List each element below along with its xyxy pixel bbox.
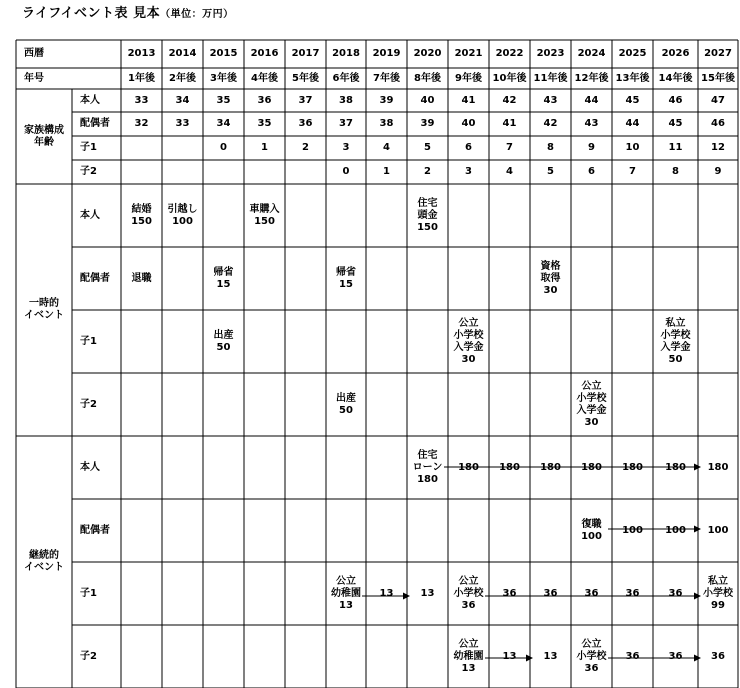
row-label: 子1 [80,142,97,153]
table-cell: 36 [298,118,313,129]
table-cell: 33 [175,118,190,129]
table-cell: 出産 50 [336,392,356,416]
table-cell: 13 [543,650,558,662]
nengo-cell: 2年後 [169,72,196,84]
table-cell: 41 [461,94,476,106]
table-cell: 公立 小学校 36 [453,575,484,611]
table-cell: 32 [134,118,149,129]
year-cell: 2025 [618,48,647,59]
table-cell: 4 [506,166,513,177]
year-cell: 2018 [332,48,360,59]
section-label-family-age: 家族構成 年齢 [24,124,64,148]
table-cell: 35 [216,94,231,106]
table-cell: 6 [588,166,595,177]
table-cell: 46 [668,94,683,106]
table-cell: 7 [629,166,636,177]
year-cell: 2016 [250,48,279,59]
table-cell: 36 [668,650,683,662]
table-cell: 44 [584,94,599,106]
table-cell: 復職 100 [581,518,602,542]
table-cell: 36 [625,587,640,599]
table-cell: 38 [379,118,394,129]
year-cell: 2019 [372,48,401,59]
year-cell: 2022 [495,48,524,59]
table-cell: 180 [540,461,561,473]
table-cell: 36 [584,587,599,599]
row-label: 子2 [80,166,97,177]
row-label: 子2 [80,650,97,662]
table-cell: 42 [502,94,517,106]
table-cell: 8 [547,142,554,153]
table-cell: 100 [707,524,729,536]
row-label: 子1 [80,587,97,599]
header-seireki: 西暦 [24,48,44,59]
nengo-cell: 11年後 [533,72,568,84]
year-cell: 2026 [661,48,690,59]
table-cell: 8 [672,166,679,177]
table-cell: 180 [707,461,729,473]
table-cell: 住宅 ローン 180 [412,449,443,485]
year-cell: 2024 [577,48,606,59]
table-cell: 39 [379,94,394,106]
title-unit: （単位：万円） [160,9,234,20]
table-cell: 33 [134,94,149,106]
nengo-cell: 8年後 [414,72,441,84]
table-cell: 9 [714,166,722,177]
year-cell: 2013 [127,48,156,59]
table-cell: 180 [581,461,602,473]
table-cell: 36 [502,587,517,599]
table-cell: 0 [342,166,350,177]
table-cell: 住宅 頭金 150 [417,197,438,233]
table-cell: 7 [506,142,513,153]
year-cell: 2021 [454,48,483,59]
table-cell: 9 [588,142,595,153]
row-label: 配偶者 [80,272,110,284]
table-cell: 41 [502,118,517,129]
table-cell: 引越し 100 [167,203,198,227]
table-cell: 2 [302,142,309,153]
table-cell: 34 [175,94,190,106]
table-cell: 43 [543,94,558,106]
table-cell: 12 [711,142,725,153]
table-cell: 44 [625,118,640,129]
header-nengo: 年号 [24,72,44,84]
table-cell: 36 [257,94,272,106]
nengo-cell: 15年後 [701,72,735,84]
table-cell: 40 [420,94,435,106]
table-cell: 100 [665,524,686,536]
row-label: 本人 [80,209,100,221]
table-cell: 47 [711,94,725,106]
table-cell: 11 [668,142,683,153]
table-cell: 10 [625,142,640,153]
table-cell: 公立 小学校 入学金 30 [453,317,484,365]
table-cell: 6 [465,142,472,153]
year-cell: 2015 [209,48,238,59]
table-cell: 5 [547,166,554,177]
table-cell: 45 [625,94,640,106]
table-cell: 車購入 150 [249,203,280,227]
table-cell: 38 [339,94,353,106]
nengo-cell: 5年後 [292,72,319,84]
nengo-cell: 6年後 [332,72,360,84]
table-cell: 公立 小学校 入学金 30 [576,380,607,428]
section-label-one-time-event: 一時的 イベント [24,298,64,321]
table-cell: 帰省 15 [213,266,234,290]
table-cell: 180 [665,461,686,473]
table-cell: 私立 小学校 99 [703,575,733,611]
nengo-cell: 7年後 [373,72,400,84]
row-label: 本人 [80,94,100,106]
nengo-cell: 10年後 [492,72,527,84]
table-cell: 2 [424,166,431,177]
table-cell: 13 [379,587,394,599]
table-cell: 退職 [131,272,152,284]
table-cell: 出産 50 [213,329,234,353]
table-cell: 37 [339,118,353,129]
year-cell: 2020 [413,48,442,59]
table-cell: 46 [711,118,725,129]
table-cell: 180 [622,461,643,473]
nengo-cell: 13年後 [615,72,650,84]
table-cell: 資格 取得 30 [540,260,561,296]
nengo-cell: 3年後 [210,72,237,84]
table-cell: 36 [625,650,640,662]
table-cell: 1 [383,166,390,177]
year-cell: 2017 [291,48,320,59]
title-text: ライフイベント表 見本 [22,6,161,21]
nengo-cell: 1年後 [128,72,155,84]
row-label: 配偶者 [80,524,110,536]
table-cell: 3 [465,166,472,177]
table-cell: 43 [584,118,599,129]
table-cell: 36 [668,587,683,599]
table-cell: 1 [261,142,268,153]
table-cell: 13 [420,587,435,599]
table-cell: 4 [383,142,390,153]
table-cell: 35 [257,118,272,129]
table-cell: 0 [220,142,227,153]
table-cell: 180 [499,461,520,473]
table-cell: 39 [420,118,435,129]
table-cell: 36 [543,587,558,599]
row-label: 配偶者 [80,118,110,129]
table-cell: 13 [502,650,517,662]
year-cell: 2014 [168,48,197,59]
table-cell: 私立 小学校 入学金 50 [660,317,691,365]
table-cell: 公立 幼稚園 13 [453,638,484,674]
table-cell: 42 [543,118,558,129]
year-cell: 2027 [704,48,732,59]
nengo-cell: 12年後 [574,72,609,84]
table-cell: 37 [298,94,313,106]
table-cell: 40 [461,118,476,129]
table-cell: 結婚 150 [131,203,152,227]
table-cell: 帰省 15 [336,266,356,290]
table-cell: 36 [711,650,725,662]
table-cell: 5 [424,142,431,153]
table-cell: 公立 小学校 36 [576,638,607,674]
table-cell: 45 [668,118,683,129]
nengo-cell: 4年後 [251,72,278,84]
table-cell: 100 [622,524,643,536]
nengo-cell: 14年後 [658,72,693,84]
table-cell: 公立 幼稚園 13 [331,575,361,611]
table-cell: 180 [458,461,479,473]
row-label: 子2 [80,398,97,410]
table-cell: 34 [216,118,231,129]
nengo-cell: 9年後 [455,72,482,84]
table-cell: 3 [342,142,350,153]
year-cell: 2023 [536,48,565,59]
row-label: 子1 [80,335,97,347]
row-label: 本人 [80,461,100,473]
section-label-continuing-event: 継続的 イベント [24,550,64,573]
